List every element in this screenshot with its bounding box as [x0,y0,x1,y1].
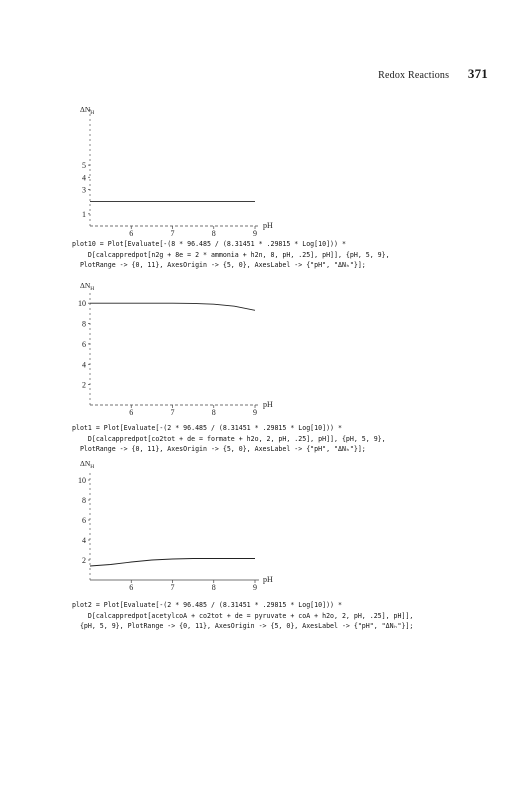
y-tick-label: 5 [82,161,86,171]
x-tick-label: 6 [129,229,134,238]
y-tick-label: 4 [82,536,86,545]
x-tick-label: 7 [170,229,175,238]
code-line: D[calcappredpot[n2g + 8e = 2 * ammonia + h2n, 8, pH, .25], pH]], {pH, 5, 9}, [72,250,390,259]
x-tick-label: 7 [170,583,175,592]
y-tick-label: 2 [82,556,86,565]
y-tick-label: 6 [82,516,86,525]
x-tick-label: 7 [170,408,175,417]
x-tick-label: 8 [211,229,216,238]
y-axis-label-main: ΔN [80,105,91,114]
x-tick-label: 6 [129,583,134,592]
code-line: plot2 = Plot[Evaluate[-(2 * 96.485 / (8.31451 * .29815 * Log[10])) * [72,601,342,609]
y-tick-label: 1 [82,209,86,219]
y-tick-label: 8 [82,496,86,505]
x-tick-label: 9 [253,408,257,417]
x-tick-label: 9 [253,229,257,238]
plot2-code [72,600,413,632]
y-axis-label-main: ΔN [80,459,91,468]
y-axis-label-subscript: H [90,286,95,292]
x-tick-label: 8 [211,408,216,417]
running-title: Redox Reactions [378,70,450,81]
plot10-code [72,239,390,271]
y-axis-label-main: ΔN [80,281,91,290]
plot1-code [72,423,386,455]
code-line: PlotRange -> {0, 11}, AxesOrigin -> {5, 0}, AxesLabel -> {"pH", "ΔNₕ"}]; [72,261,366,269]
x-axis-label: pH [263,221,273,230]
series-line [90,559,255,567]
y-axis-label [80,459,94,470]
page-number: 371 [467,66,488,81]
y-tick-label: 2 [82,380,86,390]
code-line: D[calcappredpot[acetylcoA + co2tot + de = pyruvate + coA + h2o, 2, pH, .25], pH]], [72,611,414,620]
x-tick-label: 9 [253,583,257,592]
x-axis-label: pH [263,575,273,584]
y-axis-label-subscript: H [90,464,95,470]
x-tick-label: 6 [129,408,134,417]
y-tick-label: 4 [82,173,86,183]
y-tick-label: 4 [82,360,86,370]
x-axis-label: pH [263,400,273,409]
y-tick-label: 10 [78,476,86,485]
y-tick-label: 10 [78,299,86,309]
x-tick-label: 8 [211,583,216,592]
y-axis-label-subscript: H [90,110,95,116]
code-line: D[calcappredpot[co2tot + de = formate + h2o, 2, pH, .25], pH]], {pH, 5, 9}, [72,434,386,443]
code-line: plot1 = Plot[Evaluate[-(2 * 96.485 / (8.31451 * .29815 * Log[10])) * [72,424,342,432]
y-tick-label: 6 [82,339,86,349]
code-line: plot10 = Plot[Evaluate[-(8 * 96.485 / (8.31451 * .29815 * Log[10])) * [72,240,346,248]
y-tick-label: 8 [82,319,86,329]
y-tick-label: 3 [82,185,86,195]
code-line: {pH, 5, 9}, PlotRange -> {0, 11}, AxesOrigin -> {5, 0}, AxesLabel -> {"pH", "ΔNₕ"}]; [72,622,414,630]
code-line: PlotRange -> {0, 11}, AxesOrigin -> {5, 0}, AxesLabel -> {"pH", "ΔNₕ"}]; [72,445,366,453]
